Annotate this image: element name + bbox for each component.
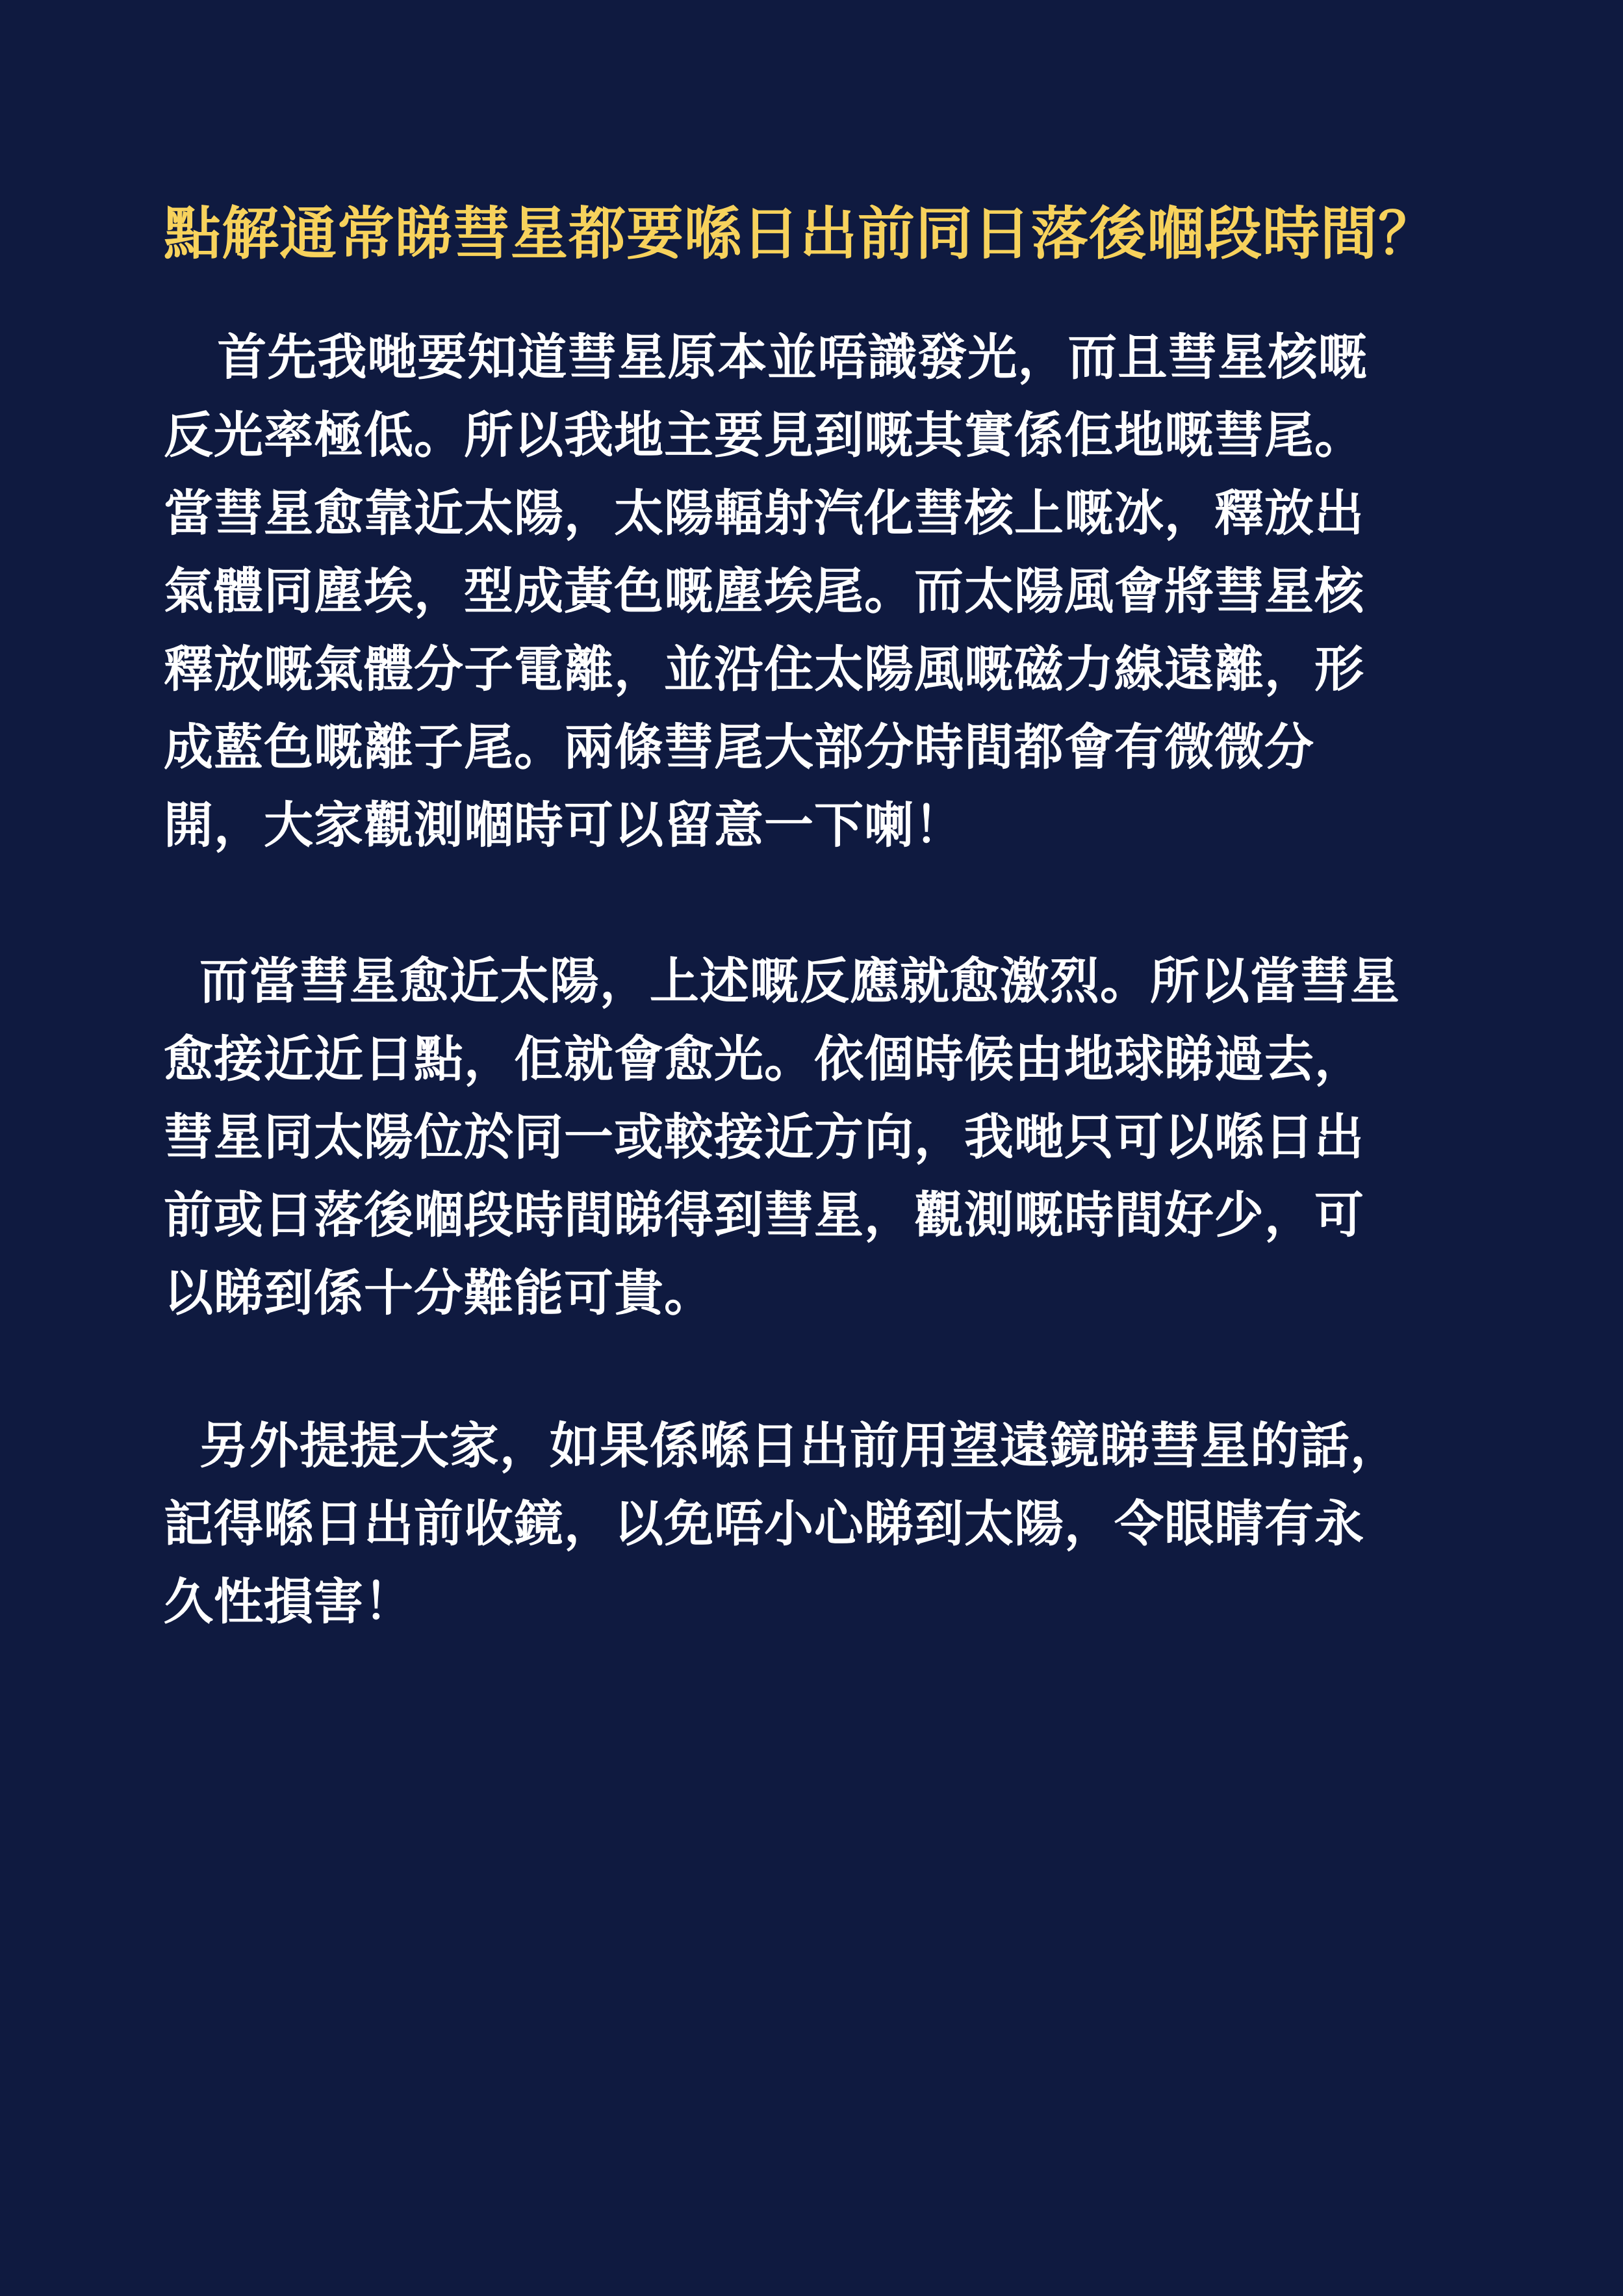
paragraph-2-line-4: 前或日落後嗰段時間睇得到彗星，觀測嘅時間好少，可 (164, 1186, 1364, 1244)
paragraph-1-line-3: 當彗星愈靠近太陽，太陽輻射汽化彗核上嘅冰，釋放出 (164, 484, 1364, 542)
page-title: 點解通常睇彗星都要喺日出前同日落後嗰段時間？ (164, 200, 1437, 267)
paragraph-2-line-5: 以睇到係十分難能可貴。 (164, 1264, 714, 1322)
paragraph-1-line-1: 首先我哋要知道彗星原本並唔識發光，而且彗星核嘅 (164, 328, 1368, 386)
paragraph-2-line-1: 而當彗星愈近太陽，上述嘅反應就愈激烈。所以當彗星 (164, 952, 1400, 1010)
paragraph-1-line-7: 開，大家觀測嗰時可以留意一下喇！ (164, 796, 964, 854)
paragraph-3-line-3: 久性損害！ (164, 1573, 414, 1631)
paragraph-2-line-3: 彗星同太陽位於同一或較接近方向，我哋只可以喺日出 (164, 1108, 1364, 1166)
paragraph-3-line-2: 記得喺日出前收鏡，以免唔小心睇到太陽，令眼睛有永 (164, 1495, 1364, 1553)
paragraph-1-line-2: 反光率極低。所以我地主要見到嘅其實係佢地嘅彗尾。 (164, 406, 1364, 464)
paragraph-1-line-4: 氣體同塵埃，型成黃色嘅塵埃尾。而太陽風會將彗星核 (164, 562, 1364, 620)
paragraph-1-line-6: 成藍色嘅離子尾。兩條彗尾大部分時間都會有微微分 (164, 718, 1314, 776)
paragraph-2-line-2: 愈接近近日點，佢就會愈光。依個時候由地球睇過去， (164, 1030, 1364, 1088)
paragraph-1-line-5: 釋放嘅氣體分子電離，並沿住太陽風嘅磁力線遠離，形 (164, 640, 1364, 698)
paragraph-3-line-1: 另外提提大家，如果係喺日出前用望遠鏡睇彗星的話， (164, 1417, 1400, 1475)
